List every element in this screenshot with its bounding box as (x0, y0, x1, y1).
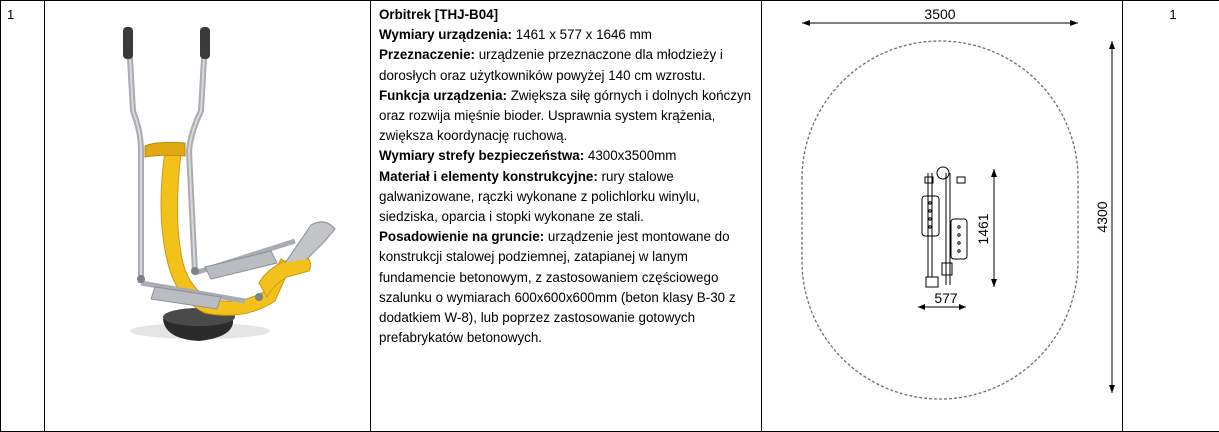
device-length-label: 1461 (975, 213, 991, 245)
table-row (1, 1, 1219, 432)
quantity-cell (1123, 1, 1219, 432)
spec-materials: Materiał i elementy konstrukcyjne: rury stalowe galwanizowane, rączki wykonane z polichlorku winylu, siedziska, oparcia i stopki wykonane ze stali. (379, 168, 700, 225)
zone-width-label: 3500 (924, 6, 956, 22)
zone-length-label: 4300 (1094, 201, 1110, 233)
product-image-cell (45, 1, 371, 432)
product-description (371, 1, 761, 348)
row-number-cell (1, 1, 45, 432)
spec-purpose: Przeznaczenie: urządzenie przeznaczone dla młodzieży i dorosłych oraz użytkowników powyżej 140 cm wzrostu. (379, 47, 723, 83)
device-width-label: 577 (934, 290, 958, 306)
safety-zone-drawing-cell (762, 1, 1123, 432)
row-number: 1 (7, 7, 15, 22)
quantity-value: 1 (1169, 7, 1177, 22)
safety-zone-drawing (762, 1, 1122, 431)
spec-function: Funkcja urządzenia: Zwiększa siłę górnych i dolnych kończyn oraz rozwija mięśnie bioder. Usprawnia system krążenia, zwiększa koordynację ruchową. (379, 87, 752, 144)
product-title: Orbitrek [THJ-B04] (379, 7, 499, 22)
elliptical-trainer-photo-icon (45, 1, 370, 431)
spec-safety-zone: Wymiary strefy bezpieczeństwa: 4300x3500mm (379, 148, 677, 164)
safety-zone-outline (802, 41, 1078, 399)
spec-installation: Posadowienie na gruncie: urządzenie jest montowane do konstrukcji stalowej podziemnej, zatapianej w lanym fundamencie betonowym, z zastosowaniem częściowego szalunku o wymiarach 600x600x600mm (beton klasy B-30 z dodatkiem W-8), lub poprzez zastosowanie gotowych prefabrykatów betonowych. (379, 229, 736, 346)
product-description-cell (371, 1, 762, 432)
spec-dimensions: Wymiary urządzenia: 1461 x 577 x 1646 mm (379, 27, 652, 43)
device-top-view (922, 167, 967, 287)
